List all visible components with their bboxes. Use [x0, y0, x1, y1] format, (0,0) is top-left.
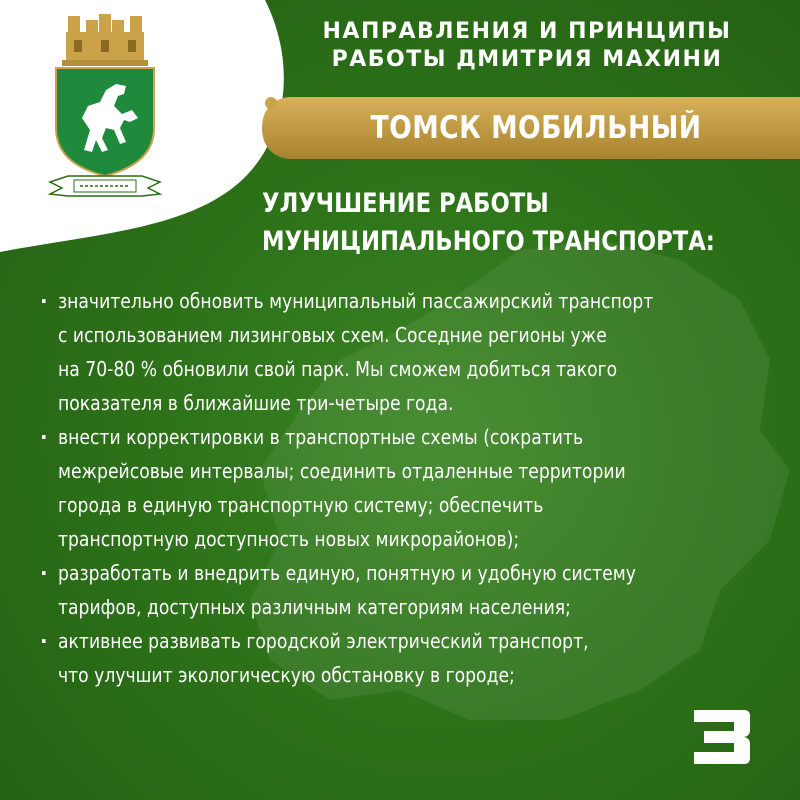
bullet-item: [40, 624, 780, 692]
tomsk-coat-of-arms-icon: [44, 10, 166, 200]
number-three-icon: [690, 708, 752, 766]
section-title-line-2: МУНИЦИПАЛЬНОГО ТРАНСПОРТА:: [262, 226, 715, 257]
section-title: [262, 185, 715, 261]
bullet-line: транспортную доступность новых микрорайонов);: [58, 527, 520, 551]
bullet-line: внести корректировки в транспортные схемы (сократить: [58, 425, 584, 449]
bullet-line: города в единую транспортную систему; обеспечить: [58, 493, 544, 517]
bullet-marker: ·: [40, 629, 48, 653]
bullet-line: на 70-80 % обновили свой парк. Мы сможем добиться такого: [58, 357, 618, 381]
section-title-line-1: УЛУЧШЕНИЕ РАБОТЫ: [262, 188, 549, 219]
bullet-line: тарифов, доступных различным категориям населения;: [58, 595, 571, 619]
bullet-line: значительно обновить муниципальный пассажирский транспорт: [58, 289, 654, 313]
bullet-line: с использованием лизинговых схем. Соседние регионы уже: [58, 323, 607, 347]
bullet-item: [40, 556, 780, 624]
bullet-marker: ·: [40, 425, 48, 449]
bullet-line: разработать и внедрить единую, понятную и удобную систему: [58, 561, 636, 585]
bullet-marker: ·: [40, 289, 48, 313]
banner-label: ТОМСК МОБИЛЬНЫЙ: [370, 110, 702, 146]
bullet-list: [40, 284, 780, 692]
bullet-item: [40, 420, 780, 556]
bullet-line: межрейсовые интервалы; соединить отдаленные территории: [58, 459, 626, 483]
page-number: [690, 708, 752, 766]
header-title-line-2: РАБОТЫ ДМИТРИЯ МАХИНИ: [331, 47, 723, 72]
bullet-line: что улучшит экологическую обстановку в городе;: [58, 663, 515, 687]
bullet-marker: ·: [40, 561, 48, 585]
bullet-item: [40, 284, 780, 420]
header-title: [292, 18, 762, 74]
bullet-line: показателя в ближайшие три-четыре года.: [58, 391, 454, 415]
header-title-line-1: НАПРАВЛЕНИЯ И ПРИНЦИПЫ: [322, 19, 732, 44]
bullet-line: активнее развивать городской электрический транспорт,: [58, 629, 589, 653]
